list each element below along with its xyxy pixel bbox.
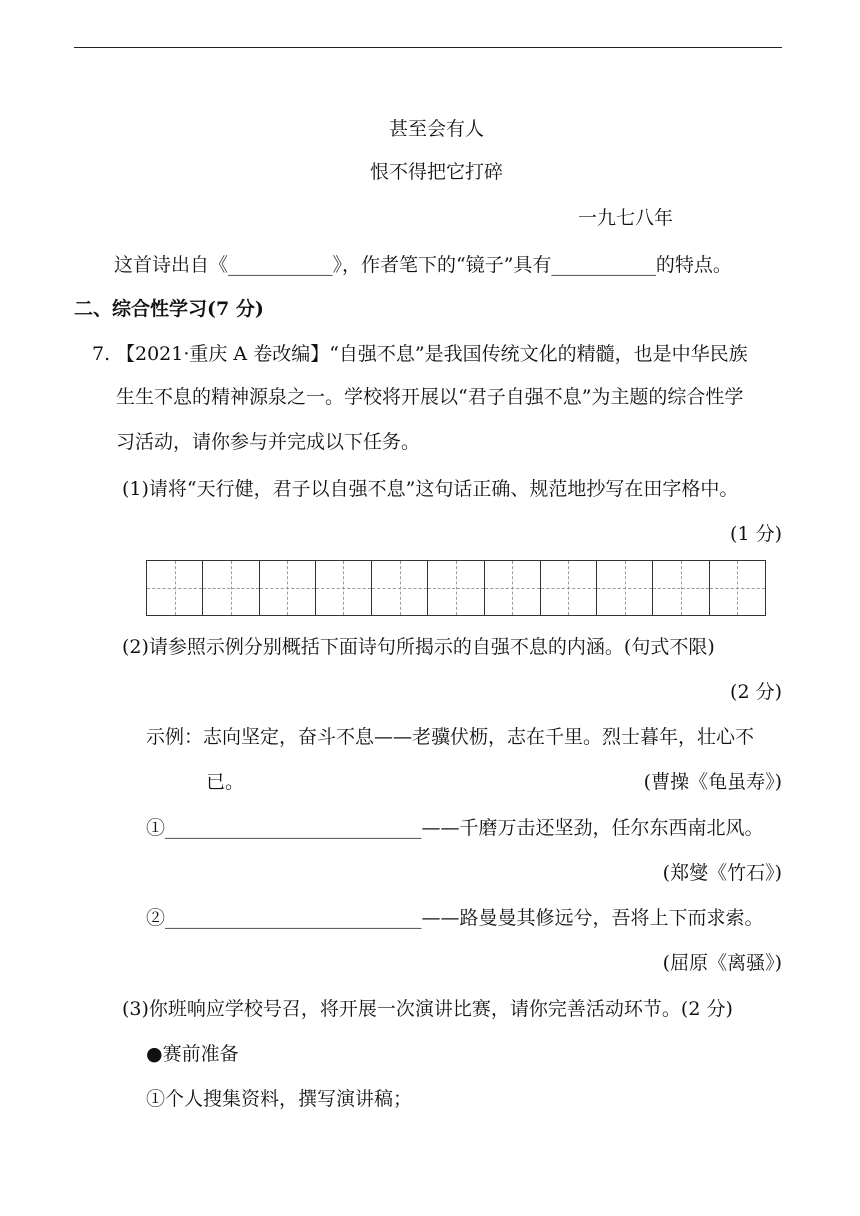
- poem-line-2: 恨不得把它打碎: [370, 161, 504, 183]
- answer-item-2[interactable]: ②___________________________——路曼曼其修远兮，吾将上下而求索。: [146, 907, 764, 929]
- answer-item-1[interactable]: ①___________________________——千磨万击还坚劲，任尔东西南北风。: [146, 817, 764, 839]
- example-line-2: 已。: [206, 771, 245, 793]
- sub-question-2-score: (2 分): [730, 681, 782, 703]
- grid-cell[interactable]: [710, 561, 765, 615]
- header-rule: [74, 47, 782, 48]
- pre-contest-bullet: ●赛前准备: [146, 1043, 239, 1065]
- question-7-number: 7.: [92, 343, 111, 365]
- question-7-line-2: 生生不息的精神源泉之一。学校将开展以“君子自强不息”为主题的综合性学: [116, 386, 744, 408]
- example-source: (曹操《龟虽寿》): [643, 771, 782, 793]
- question-7-line-3: 习活动，请你参与并完成以下任务。: [116, 431, 421, 453]
- question-7-line-1: 【2021·重庆 A 卷改编】“自强不息”是我国传统文化的精髓，也是中华民族: [116, 343, 748, 365]
- grid-cell[interactable]: [653, 561, 709, 615]
- grid-cell[interactable]: [260, 561, 316, 615]
- question-poem-source: 这首诗出自《___________》，作者笔下的“镜子”具有___________的特点。: [114, 254, 732, 276]
- grid-cell[interactable]: [316, 561, 372, 615]
- answer-item-1-source: (郑燮《竹石》): [662, 862, 782, 884]
- answer-item-2-source: (屈原《离骚》): [662, 952, 782, 974]
- tianzige-grid[interactable]: [146, 560, 766, 616]
- sub-question-2: (2)请参照示例分别概括下面诗句所揭示的自强不息的内涵。(句式不限): [122, 636, 715, 658]
- poem-date: 一九七八年: [578, 207, 674, 229]
- grid-cell[interactable]: [203, 561, 259, 615]
- example-line-1: 示例：志向坚定，奋斗不息——老骥伏枥，志在千里。烈士暮年，壮心不: [146, 726, 755, 748]
- grid-cell[interactable]: [372, 561, 428, 615]
- sub-question-1: (1)请将“天行健，君子以自强不息”这句话正确、规范地抄写在田字格中。: [122, 478, 739, 500]
- grid-cell[interactable]: [541, 561, 597, 615]
- poem-line-1: 甚至会有人: [389, 118, 485, 140]
- sub-question-1-score: (1 分): [730, 523, 782, 545]
- grid-cell[interactable]: [597, 561, 653, 615]
- pre-contest-step-1: ①个人搜集资料，撰写演讲稿；: [146, 1088, 413, 1110]
- grid-cell[interactable]: [428, 561, 484, 615]
- grid-cell[interactable]: [485, 561, 541, 615]
- sub-question-3: (3)你班响应学校号召，将开展一次演讲比赛，请你完善活动环节。(2 分): [122, 998, 733, 1020]
- grid-cell[interactable]: [147, 561, 203, 615]
- section-2-title: 二、综合性学习(7 分): [74, 298, 264, 320]
